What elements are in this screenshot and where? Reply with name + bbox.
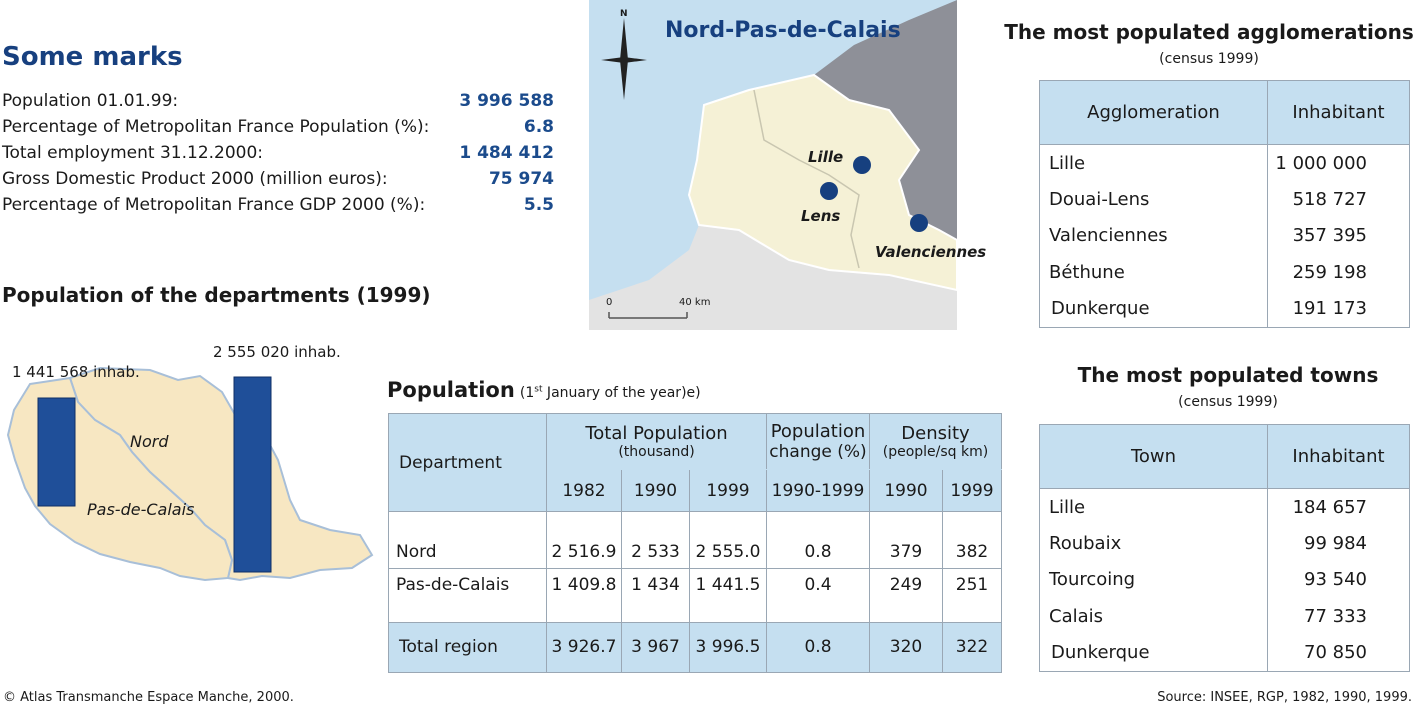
city-label-valenciennes: Valenciennes bbox=[875, 243, 987, 261]
table-row bbox=[389, 512, 1002, 568]
cell: 1 441.5 bbox=[690, 568, 767, 622]
agglo-name: Béthune bbox=[1040, 254, 1268, 290]
agglo-name: Dunkerque bbox=[1040, 290, 1268, 327]
cell: 2 533 bbox=[622, 512, 690, 568]
agglo-title: The most populated agglomerations bbox=[1004, 20, 1414, 44]
cell: 2 555.0 bbox=[690, 512, 767, 568]
source-note: Source: INSEE, RGP, 1982, 1990, 1999. bbox=[1157, 690, 1412, 705]
pdc-population-label: 1 441 568 inhab. bbox=[12, 363, 140, 381]
towns-subtitle: (census 1999) bbox=[1178, 394, 1278, 410]
marks-value: 6.8 bbox=[523, 117, 554, 137]
cell: 379 bbox=[870, 512, 943, 568]
table-row bbox=[1040, 562, 1410, 598]
cell: 320 bbox=[870, 622, 943, 672]
cell: 249 bbox=[870, 568, 943, 622]
total-pop-header-label: Total Population bbox=[585, 423, 728, 445]
town-name: Roubaix bbox=[1040, 526, 1268, 562]
density-header-label: Density bbox=[901, 423, 970, 445]
marks-label: Gross Domestic Product 2000 (million euros): bbox=[2, 169, 388, 189]
year-header: 1982 bbox=[547, 470, 622, 512]
nord-population-bar bbox=[234, 377, 271, 572]
cell: 3 967 bbox=[622, 622, 690, 672]
agglo-name: Lille bbox=[1040, 145, 1268, 182]
agglo-value: 191 173 bbox=[1292, 298, 1367, 320]
cell: 2 516.9 bbox=[547, 512, 622, 568]
dept-header bbox=[389, 414, 547, 512]
marks-row bbox=[2, 195, 554, 219]
town-name: Dunkerque bbox=[1040, 634, 1268, 671]
town-value: 99 984 bbox=[1304, 533, 1367, 555]
city-label-lille: Lille bbox=[808, 148, 844, 166]
agglo-col-name: Agglomeration bbox=[1040, 81, 1268, 145]
north-label: N bbox=[620, 9, 628, 19]
agglo-col-inhabitant: Inhabitant bbox=[1268, 81, 1410, 145]
subtitle-post: January of the year)e) bbox=[542, 385, 701, 401]
marks-title: Some marks bbox=[2, 42, 183, 72]
change-header-label: Population bbox=[770, 421, 866, 443]
agglo-value: 259 198 bbox=[1292, 261, 1367, 283]
marks-label: Population 01.01.99: bbox=[2, 91, 179, 111]
cell: 1 409.8 bbox=[547, 568, 622, 622]
marks-value: 1 484 412 bbox=[459, 143, 554, 163]
marks-label: Percentage of Metropolitan France GDP 2000 (%): bbox=[2, 195, 426, 215]
marks-row bbox=[2, 91, 554, 115]
towns-col-name: Town bbox=[1040, 425, 1268, 489]
town-value: 77 333 bbox=[1304, 605, 1367, 627]
cell: 0.8 bbox=[767, 622, 870, 672]
total-pop-header-unit: (thousand) bbox=[618, 444, 695, 461]
density-header-unit: (people/sq km) bbox=[882, 444, 989, 461]
marks-value: 75 974 bbox=[488, 169, 554, 189]
table-row bbox=[1040, 145, 1410, 182]
agglo-value: 518 727 bbox=[1292, 189, 1367, 211]
cell: 3 926.7 bbox=[547, 622, 622, 672]
town-value: 70 850 bbox=[1304, 642, 1367, 664]
towns-table bbox=[1039, 424, 1410, 672]
table-row bbox=[1040, 254, 1410, 290]
pdc-population-bar bbox=[38, 398, 75, 506]
table-row bbox=[1040, 290, 1410, 327]
cell: 382 bbox=[943, 512, 1002, 568]
change-header bbox=[767, 414, 870, 470]
towns-title: The most populated towns bbox=[1077, 363, 1379, 387]
lens-dot bbox=[820, 182, 838, 200]
year-header: 1999 bbox=[690, 470, 767, 512]
year-header: 1999 bbox=[943, 470, 1002, 512]
cell: 0.8 bbox=[767, 512, 870, 568]
marks-label: Total employment 31.12.2000: bbox=[2, 143, 264, 163]
marks-row bbox=[2, 169, 554, 193]
scale-end-label: 40 km bbox=[679, 297, 711, 308]
region-map-title: Nord-Pas-de-Calais bbox=[665, 18, 901, 43]
town-value: 93 540 bbox=[1304, 569, 1367, 591]
dept-map-title: Population of the departments (1999) bbox=[2, 283, 431, 307]
marks-row bbox=[2, 143, 554, 167]
total-row bbox=[389, 622, 1002, 672]
marks-row bbox=[2, 117, 554, 141]
population-table bbox=[388, 413, 1002, 673]
city-label-lens: Lens bbox=[801, 207, 841, 225]
pdc-label: Pas-de-Calais bbox=[87, 500, 195, 519]
population-title: Population bbox=[387, 378, 515, 402]
dept-name: Total region bbox=[389, 622, 547, 672]
table-row bbox=[389, 568, 1002, 622]
copyright-note: © Atlas Transmanche Espace Manche, 2000. bbox=[3, 690, 294, 705]
total-pop-header bbox=[547, 414, 767, 470]
town-name: Lille bbox=[1040, 489, 1268, 526]
nord-label: Nord bbox=[130, 432, 169, 451]
agglo-name: Douai-Lens bbox=[1040, 182, 1268, 218]
table-row bbox=[1040, 634, 1410, 671]
scale-start-label: 0 bbox=[606, 297, 613, 308]
dept-header-label: Department bbox=[399, 452, 502, 473]
table-row bbox=[1040, 218, 1410, 254]
population-subtitle bbox=[520, 385, 701, 401]
agglo-subtitle: (census 1999) bbox=[1159, 51, 1259, 67]
agglo-value: 1 000 000 bbox=[1275, 152, 1367, 174]
cell: 3 996.5 bbox=[690, 622, 767, 672]
change-header-unit: change (%) bbox=[769, 442, 867, 463]
cell: 1 434 bbox=[622, 568, 690, 622]
marks-value: 5.5 bbox=[523, 195, 554, 215]
nord-population-label: 2 555 020 inhab. bbox=[213, 343, 341, 361]
town-name: Tourcoing bbox=[1040, 562, 1268, 598]
towns-col-inhabitant: Inhabitant bbox=[1268, 425, 1410, 489]
marks-label: Percentage of Metropolitan France Population (%): bbox=[2, 117, 430, 137]
subtitle-sup: st bbox=[534, 384, 543, 395]
cell: 0.4 bbox=[767, 568, 870, 622]
agglo-value: 357 395 bbox=[1292, 225, 1367, 247]
table-row bbox=[1040, 489, 1410, 526]
cell: 322 bbox=[943, 622, 1002, 672]
year-header: 1990 bbox=[622, 470, 690, 512]
town-name: Calais bbox=[1040, 598, 1268, 634]
region-map bbox=[589, 0, 957, 330]
agglo-table bbox=[1039, 80, 1410, 328]
table-row bbox=[1040, 182, 1410, 218]
valenciennes-dot bbox=[910, 214, 928, 232]
density-header bbox=[870, 414, 1002, 470]
town-value: 184 657 bbox=[1292, 496, 1367, 518]
year-header: 1990 bbox=[870, 470, 943, 512]
lille-dot bbox=[853, 156, 871, 174]
dept-name: Pas-de-Calais bbox=[389, 568, 547, 622]
table-row bbox=[1040, 598, 1410, 634]
population-heading bbox=[387, 378, 701, 402]
agglo-name: Valenciennes bbox=[1040, 218, 1268, 254]
table-row bbox=[1040, 526, 1410, 562]
marks-value: 3 996 588 bbox=[459, 91, 554, 111]
subtitle-pre: (1 bbox=[519, 385, 535, 401]
dept-name: Nord bbox=[389, 512, 547, 568]
cell: 251 bbox=[943, 568, 1002, 622]
year-header: 1990-1999 bbox=[767, 470, 870, 512]
